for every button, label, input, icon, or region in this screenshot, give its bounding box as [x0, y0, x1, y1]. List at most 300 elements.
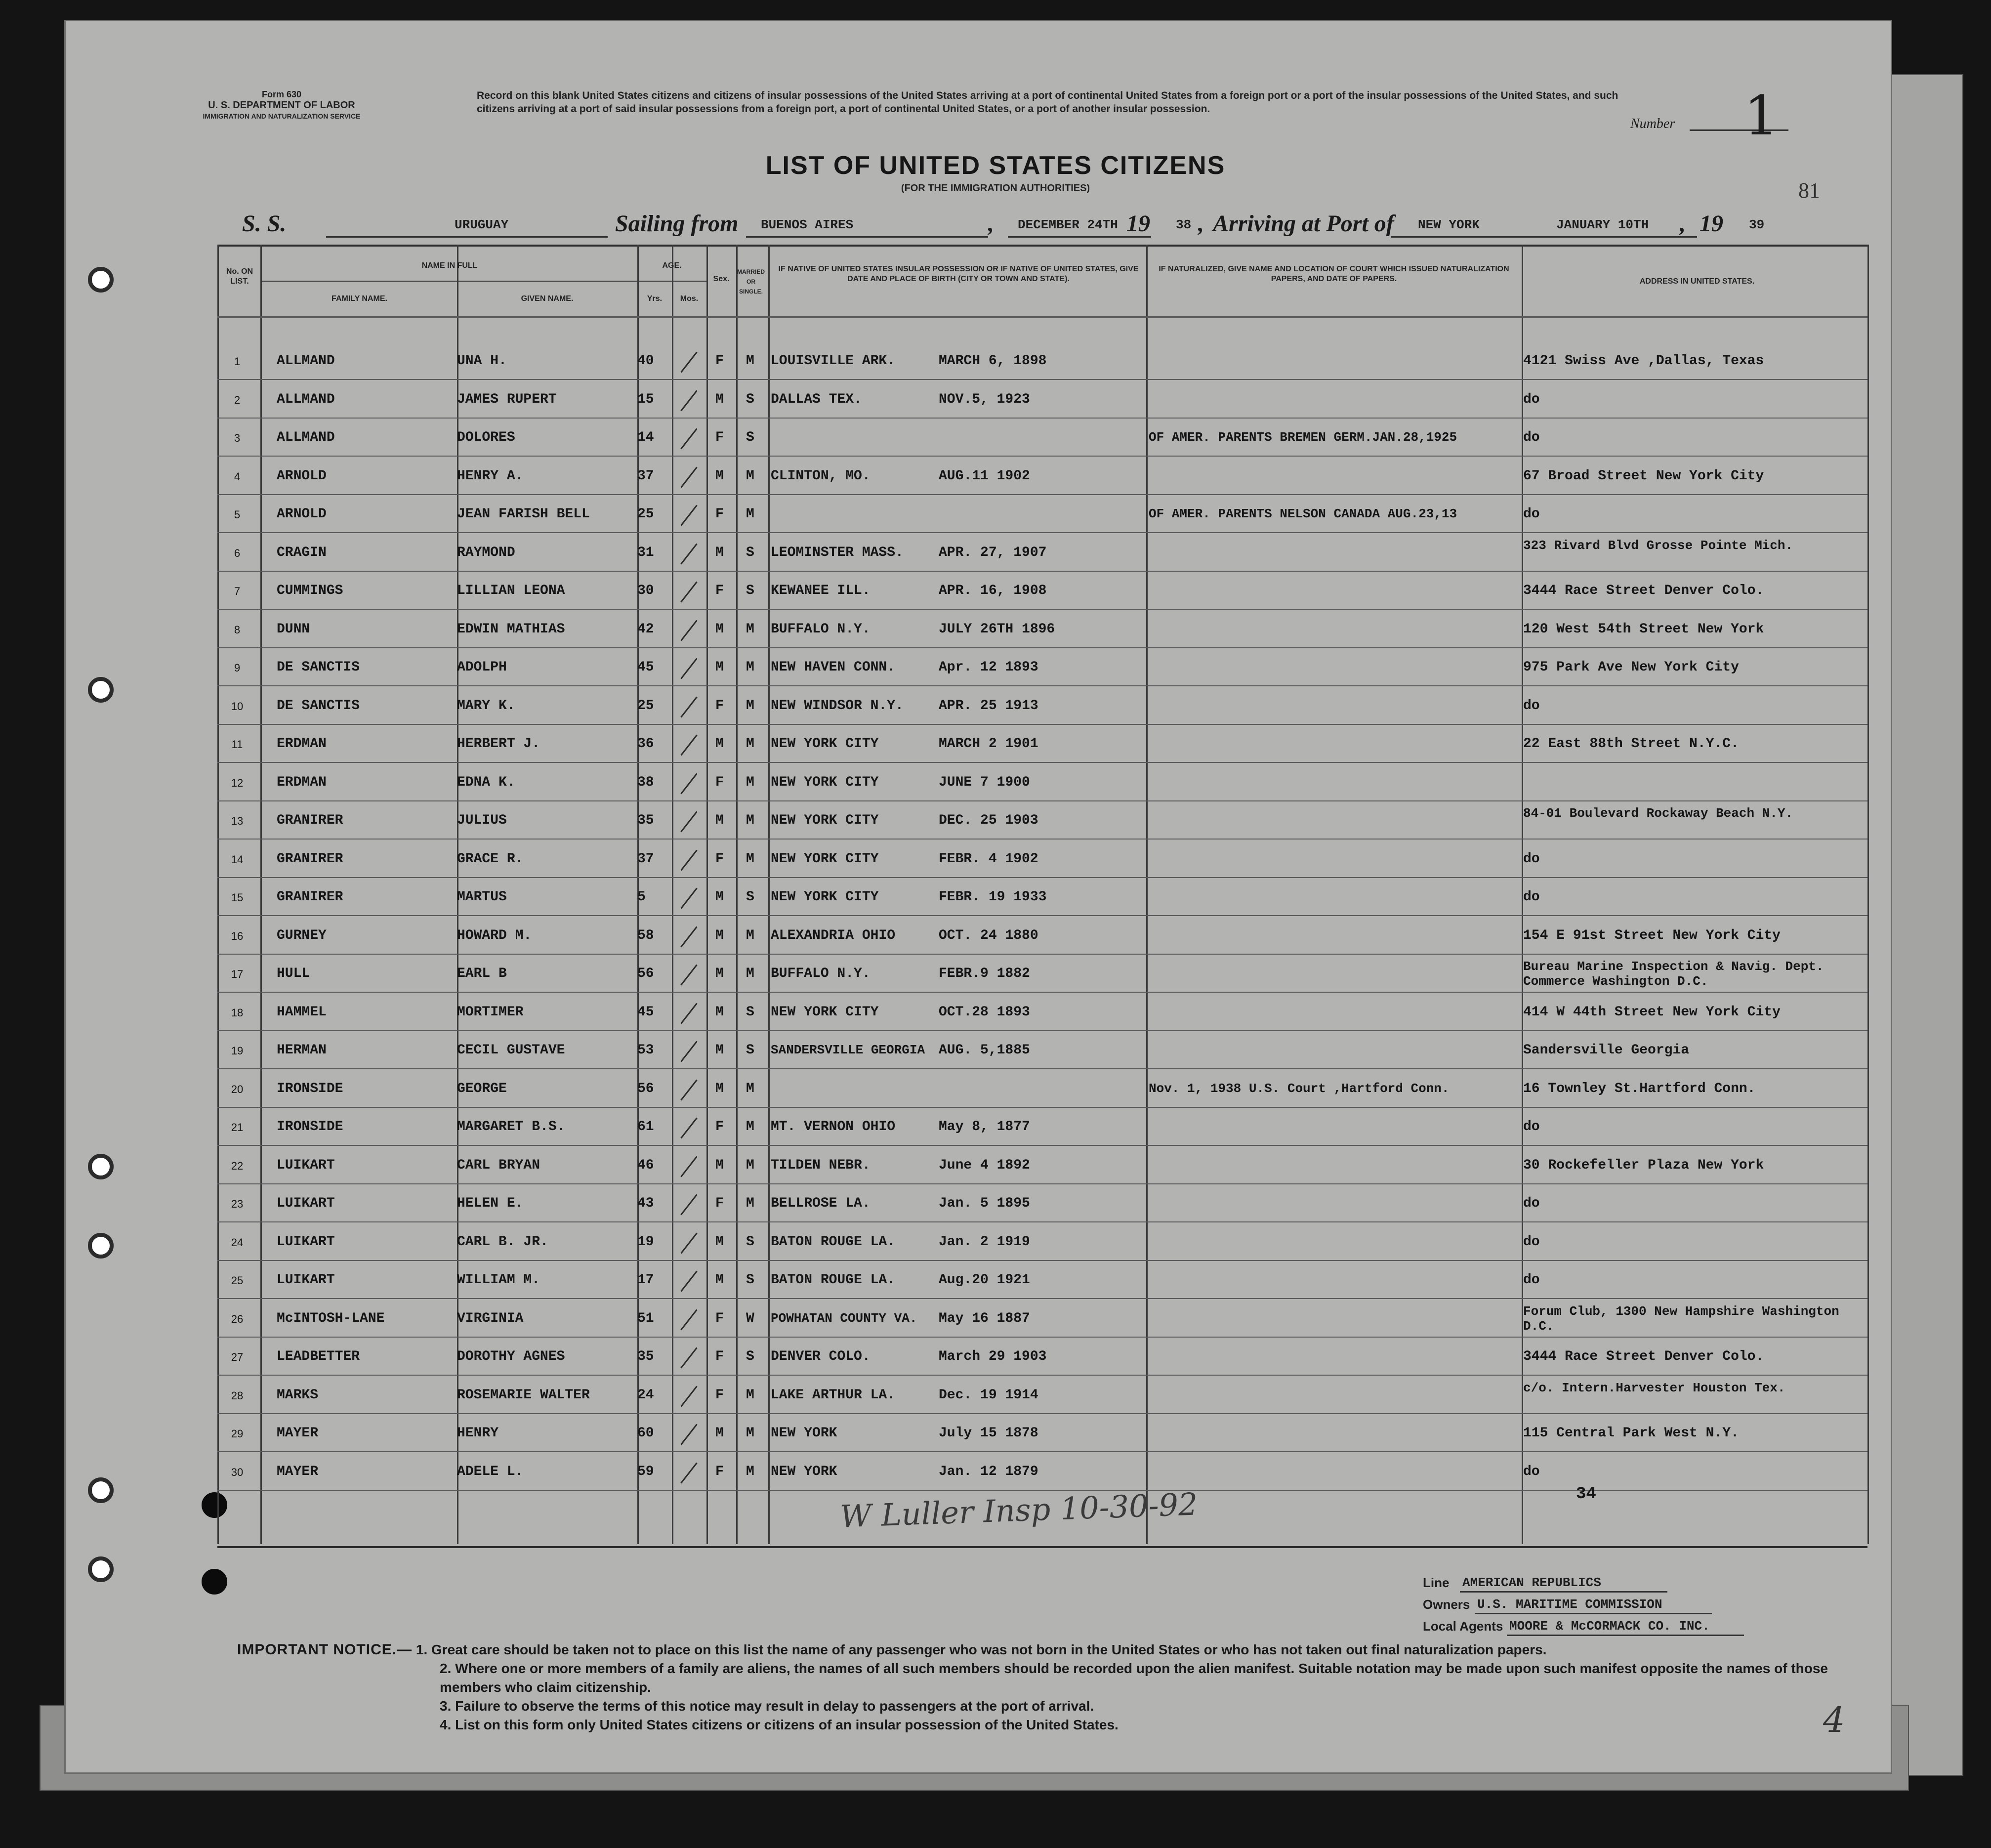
header-address: ADDRESS IN UNITED STATES. — [1639, 277, 1755, 286]
birth-date: Jan. 12 1879 — [939, 1464, 1038, 1479]
given-name: MARGARET B.S. — [457, 1119, 565, 1134]
given-name: VIRGINIA — [457, 1310, 524, 1326]
marital-status: M — [746, 966, 754, 981]
given-name: ADOLPH — [457, 660, 507, 675]
passenger-number: 30 — [231, 1466, 244, 1478]
sex: F — [715, 1349, 724, 1364]
comma-separator: , — [1680, 210, 1686, 237]
passenger-number: 24 — [231, 1236, 244, 1249]
us-address: 115 Central Park West N.Y. — [1523, 1426, 1739, 1441]
us-address: do — [1523, 1464, 1540, 1479]
passenger-number: 25 — [231, 1274, 244, 1287]
sex: F — [715, 698, 724, 714]
given-name: EARL B — [457, 966, 507, 981]
family-name: ERDMAN — [277, 736, 327, 752]
page-title: LIST OF UNITED STATES CITIZENS — [765, 151, 1226, 180]
birth-date: March 29 1903 — [939, 1349, 1047, 1364]
row-rule — [217, 609, 1867, 610]
row-rule — [217, 1298, 1867, 1299]
birth-place: NEW YORK — [771, 1426, 837, 1441]
age-years: 30 — [637, 583, 654, 598]
record-instructions: Record on this blank United States citizens and citizens of insular possessions of the United States arriving at a port of continental United States from a foreign port or a port of the insular possessions of the United States, and such citizens arriving at a port of said insular possessions from a foreign port, a port of continental United States, or a port of another insular possession. — [477, 90, 1618, 115]
row-rule — [217, 1451, 1867, 1452]
line-label: Line — [1423, 1575, 1450, 1590]
row-rule — [217, 532, 1867, 533]
sex: M — [715, 1272, 724, 1288]
header-married-single: MARRIED OR SINGLE. — [737, 268, 765, 295]
given-name: MARTUS — [457, 889, 507, 905]
marital-status: S — [746, 430, 754, 445]
sex: M — [715, 927, 724, 943]
marital-status: M — [746, 660, 754, 675]
sex: M — [715, 1234, 724, 1250]
column-divider — [217, 245, 219, 1544]
row-rule — [217, 839, 1867, 840]
agents-value: MOORE & McCORMACK CO. INC. — [1509, 1619, 1710, 1634]
line-underline — [1460, 1591, 1667, 1593]
birth-place: SANDERSVILLE GEORGIA — [771, 1043, 925, 1057]
row-rule — [217, 954, 1867, 955]
given-name: EDNA K. — [457, 774, 515, 790]
passenger-number: 5 — [234, 508, 241, 521]
departure-year: 38 — [1176, 217, 1192, 232]
birth-place: NEW HAVEN CONN. — [771, 660, 896, 675]
header-separator — [260, 281, 637, 282]
birth-date: May 8, 1877 — [939, 1119, 1030, 1134]
passenger-number: 3 — [234, 432, 241, 444]
header-months: Mos. — [680, 294, 699, 303]
given-name: GRACE R. — [457, 851, 524, 867]
birth-date: July 15 1878 — [939, 1426, 1038, 1441]
age-years: 53 — [637, 1043, 654, 1058]
list-number: 1 — [1744, 84, 1779, 147]
family-name: ALLMAND — [277, 430, 335, 445]
arrival-year: 39 — [1749, 217, 1765, 232]
notice-lead: IMPORTANT NOTICE.— — [237, 1641, 413, 1658]
form-identifier — [153, 89, 410, 122]
marital-status: M — [746, 1464, 754, 1479]
age-years: 38 — [637, 774, 654, 790]
binder-hole — [88, 1556, 114, 1582]
sex: M — [715, 1426, 724, 1441]
row-rule — [217, 1068, 1867, 1069]
passenger-number: 12 — [231, 776, 244, 789]
us-address: do — [1523, 506, 1540, 522]
passenger-number: 10 — [231, 700, 244, 713]
given-name: CECIL GUSTAVE — [457, 1043, 565, 1058]
binder-hole — [88, 1233, 114, 1259]
column-divider — [706, 245, 708, 1544]
family-name: ALLMAND — [277, 391, 335, 407]
sex: M — [715, 1004, 724, 1020]
given-name: ADELE L. — [457, 1464, 524, 1479]
birth-date: DEC. 25 1903 — [939, 813, 1038, 828]
age-years: 42 — [637, 621, 654, 637]
birth-date: APR. 27, 1907 — [939, 545, 1047, 560]
us-address: 120 West 54th Street New York — [1523, 621, 1764, 637]
header-sex: Sex. — [713, 275, 730, 283]
age-years: 43 — [637, 1196, 654, 1211]
given-name: ROSEMARIE WALTER — [457, 1387, 590, 1403]
row-rule — [217, 1183, 1867, 1184]
given-name: CARL B. JR. — [457, 1234, 548, 1250]
birth-place: ALEXANDRIA OHIO — [771, 927, 896, 943]
us-address: 154 E 91st Street New York City — [1523, 927, 1781, 943]
naturalization-info: OF AMER. PARENTS BREMEN GERM.JAN.28,1925 — [1149, 430, 1457, 445]
birth-date: Jan. 2 1919 — [939, 1234, 1030, 1250]
given-name: JULIUS — [457, 813, 507, 828]
row-rule — [217, 762, 1867, 763]
age-years: 17 — [637, 1272, 654, 1288]
family-name: GURNEY — [277, 927, 327, 943]
age-years: 56 — [637, 1081, 654, 1096]
column-divider — [672, 245, 673, 1544]
age-years: 45 — [637, 660, 654, 675]
family-name: LUIKART — [277, 1234, 335, 1250]
birth-date: Aug.20 1921 — [939, 1272, 1030, 1288]
row-rule — [217, 571, 1867, 572]
corner-mark: 4 — [1823, 1700, 1845, 1740]
age-years: 35 — [637, 1349, 654, 1364]
marital-status: M — [746, 927, 754, 943]
birth-place: LOUISVILLE ARK. — [771, 353, 896, 369]
family-name: HAMMEL — [277, 1004, 327, 1020]
notice-line-2: 2. Where one or more members of a family are aliens, the names of all such members should be recorded upon the alien manifest. Suitable notation may be made upon such manifest opposite the names of those members who claim citizenship. — [440, 1661, 1828, 1695]
sex: M — [715, 736, 724, 752]
line-value: AMERICAN REPUBLICS — [1462, 1575, 1601, 1590]
birth-date: Dec. 19 1914 — [939, 1387, 1038, 1403]
age-years: 25 — [637, 506, 654, 522]
age-years: 59 — [637, 1464, 654, 1479]
age-years: 56 — [637, 966, 654, 981]
sex: F — [715, 1119, 724, 1134]
agents-label: Local Agents — [1423, 1619, 1503, 1634]
count-note: 34 — [1576, 1485, 1596, 1504]
birth-date: NOV.5, 1923 — [939, 391, 1030, 407]
naturalization-info: OF AMER. PARENTS NELSON CANADA AUG.23,13 — [1149, 506, 1457, 521]
us-address: 16 Townley St.Hartford Conn. — [1523, 1081, 1756, 1096]
age-years: 37 — [637, 851, 654, 867]
us-address: 323 Rivard Blvd Grosse Pointe Mich. — [1523, 538, 1793, 553]
age-years: 58 — [637, 927, 654, 943]
birth-date: FEBR.9 1882 — [939, 966, 1030, 981]
given-name: JAMES RUPERT — [457, 391, 557, 407]
us-address: Sandersville Georgia — [1523, 1043, 1690, 1058]
given-name: GEORGE — [457, 1081, 507, 1096]
passenger-number: 4 — [234, 470, 241, 483]
birth-place: NEW YORK CITY — [771, 1004, 879, 1020]
marital-status: S — [746, 1043, 754, 1058]
number-label: Number — [1630, 116, 1675, 131]
passenger-number: 22 — [231, 1159, 244, 1172]
passenger-number: 26 — [231, 1312, 244, 1325]
row-rule — [217, 379, 1867, 380]
sex: M — [715, 1081, 724, 1096]
given-name: RAYMOND — [457, 545, 515, 560]
family-name: HERMAN — [277, 1043, 327, 1058]
given-name: DOROTHY AGNES — [457, 1349, 565, 1364]
owners-value: U.S. MARITIME COMMISSION — [1477, 1597, 1662, 1612]
sex: F — [715, 430, 724, 445]
us-address: do — [1523, 698, 1540, 714]
row-rule — [217, 724, 1867, 725]
birth-place: DENVER COLO. — [771, 1349, 871, 1364]
sex: M — [715, 468, 724, 484]
family-name: LEADBETTER — [277, 1349, 360, 1364]
marital-status: S — [746, 1272, 754, 1288]
birth-date: JUNE 7 1900 — [939, 774, 1030, 790]
notice-item-1: 1. Great care should be taken not to place on this list the name of any passenger who was not born in the United States or who has not taken out final naturalization papers. — [415, 1642, 1547, 1657]
arrival-underline — [1391, 236, 1697, 238]
family-name: ERDMAN — [277, 774, 327, 790]
departure-port: BUENOS AIRES — [761, 217, 854, 232]
birth-date: FEBR. 4 1902 — [939, 851, 1038, 867]
marital-status: S — [746, 1004, 754, 1020]
sex: F — [715, 583, 724, 598]
passenger-number: 18 — [231, 1006, 244, 1019]
family-name: MARKS — [277, 1387, 319, 1403]
column-divider — [736, 245, 738, 1544]
departure-year-prefix: 19 — [1126, 210, 1150, 237]
birth-date: OCT.28 1893 — [939, 1004, 1030, 1020]
passenger-number: 14 — [231, 853, 244, 866]
marital-status: M — [746, 1081, 754, 1096]
passenger-number: 16 — [231, 929, 244, 942]
birth-date: JULY 26TH 1896 — [939, 621, 1055, 637]
birth-place: TILDEN NEBR. — [771, 1157, 871, 1173]
marital-status: M — [746, 1387, 754, 1403]
given-name: HOWARD M. — [457, 927, 532, 943]
row-rule — [217, 1337, 1867, 1338]
notice-line-4: 4. List on this form only United States citizens or citizens of an insular possession of the United States. — [440, 1717, 1119, 1732]
us-address: c/o. Intern.Harvester Houston Tex. — [1523, 1380, 1785, 1395]
birth-place: NEW YORK CITY — [771, 851, 879, 867]
given-name: MORTIMER — [457, 1004, 524, 1020]
us-address: 975 Park Ave New York City — [1523, 660, 1739, 675]
birth-place: BUFFALO N.Y. — [771, 966, 871, 981]
sex: M — [715, 1157, 724, 1173]
column-divider — [768, 245, 770, 1544]
form-number: Form 630 — [261, 89, 302, 99]
sex: F — [715, 1464, 724, 1479]
age-years: 15 — [637, 391, 654, 407]
column-divider — [1867, 245, 1869, 1544]
marital-status: M — [746, 698, 754, 714]
us-address: do — [1523, 889, 1540, 905]
row-rule — [217, 915, 1867, 916]
marital-status: M — [746, 1157, 754, 1173]
sex: M — [715, 1043, 724, 1058]
sex: M — [715, 391, 724, 407]
row-rule — [217, 1260, 1867, 1261]
ship-name: URUGUAY — [455, 217, 509, 232]
header-naturalized: IF NATURALIZED, GIVE NAME AND LOCATION OF COURT WHICH ISSUED NATURALIZATION PAPERS, AND DATE OF PAPERS. — [1159, 265, 1509, 283]
family-name: IRONSIDE — [277, 1081, 343, 1096]
binder-hole — [88, 267, 114, 293]
family-name: LUIKART — [277, 1272, 335, 1288]
port-underline — [746, 236, 988, 238]
row-rule — [217, 418, 1867, 419]
given-name: CARL BRYAN — [457, 1157, 540, 1173]
agents-underline — [1507, 1635, 1744, 1636]
us-address: do — [1523, 1196, 1540, 1211]
family-name: MAYER — [277, 1464, 319, 1479]
important-notice — [237, 1640, 1867, 1734]
marital-status: M — [746, 506, 754, 522]
marital-status: M — [746, 468, 754, 484]
given-name: HENRY — [457, 1426, 499, 1441]
us-address: do — [1523, 1119, 1540, 1134]
page-subtitle: (FOR THE IMMIGRATION AUTHORITIES) — [901, 183, 1090, 194]
service-name: IMMIGRATION AND NATURALIZATION SERVICE — [203, 112, 361, 120]
header-bottom-rule — [217, 316, 1867, 318]
column-divider — [1146, 245, 1148, 1544]
passenger-number: 20 — [231, 1083, 244, 1095]
arrival-port: NEW YORK — [1418, 217, 1480, 232]
sex: M — [715, 621, 724, 637]
ship-underline — [326, 236, 608, 238]
birth-place: POWHATAN COUNTY VA. — [771, 1310, 917, 1326]
us-address: 3444 Race Street Denver Colo. — [1523, 1349, 1764, 1364]
marital-status: M — [746, 353, 754, 369]
sex: F — [715, 1387, 724, 1403]
age-years: 5 — [637, 889, 646, 905]
passenger-number: 27 — [231, 1351, 244, 1363]
us-address: do — [1523, 1272, 1540, 1288]
given-name: JEAN FARISH BELL — [457, 506, 590, 522]
marital-status: M — [746, 1119, 754, 1134]
marital-status: S — [746, 545, 754, 560]
row-rule — [217, 1030, 1867, 1031]
header-birth: IF NATIVE OF UNITED STATES INSULAR POSSESSION OR IF NATIVE OF UNITED STATES, GIVE DATE AND PLACE OF BIRTH (CITY OR TOWN AND STATE). — [778, 265, 1139, 283]
family-name: IRONSIDE — [277, 1119, 343, 1134]
marital-status: S — [746, 889, 754, 905]
given-name: HERBERT J. — [457, 736, 540, 752]
age-years: 40 — [637, 353, 654, 369]
given-name: MARY K. — [457, 698, 515, 714]
age-years: 37 — [637, 468, 654, 484]
header-name-in-full: NAME IN FULL — [421, 261, 478, 270]
family-name: LUIKART — [277, 1196, 335, 1211]
us-address: 4121 Swiss Ave ,Dallas, Texas — [1523, 353, 1764, 369]
us-address: do — [1523, 1234, 1540, 1250]
family-name: DE SANCTIS — [277, 660, 360, 675]
age-years: 61 — [637, 1119, 654, 1134]
row-rule — [217, 1375, 1867, 1376]
birth-date: AUG.11 1902 — [939, 468, 1030, 484]
owners-underline — [1475, 1613, 1712, 1614]
passenger-number: 28 — [231, 1389, 244, 1402]
age-years: 36 — [637, 736, 654, 752]
birth-date: MARCH 2 1901 — [939, 736, 1038, 752]
family-name: GRANIRER — [277, 889, 343, 905]
passenger-number: 2 — [234, 393, 241, 406]
given-name: HELEN E. — [457, 1196, 524, 1211]
row-rule — [217, 1221, 1867, 1222]
birth-date: FEBR. 19 1933 — [939, 889, 1047, 905]
birth-place: BELLROSE LA. — [771, 1196, 871, 1211]
marital-status: M — [746, 1196, 754, 1211]
family-name: DUNN — [277, 621, 310, 637]
row-rule — [217, 494, 1867, 495]
passenger-number: 6 — [234, 546, 241, 559]
arrival-date: JANUARY 10TH — [1556, 217, 1649, 232]
sex: M — [715, 813, 724, 828]
row-rule — [217, 1490, 1867, 1491]
notice-line-3: 3. Failure to observe the terms of this notice may result in delay to passengers at the port of arrival. — [440, 1698, 1094, 1714]
given-name: UNA H. — [457, 353, 507, 369]
ss-label: S. S. — [242, 210, 287, 237]
row-rule — [217, 1413, 1867, 1414]
age-years: 24 — [637, 1387, 654, 1403]
binder-hole — [88, 1154, 114, 1179]
family-name: ARNOLD — [277, 506, 327, 522]
passenger-number: 23 — [231, 1198, 244, 1210]
family-name: GRANIRER — [277, 851, 343, 867]
family-name: McINTOSH-LANE — [277, 1310, 385, 1326]
passenger-number: 8 — [234, 623, 241, 636]
marital-status: M — [746, 851, 754, 867]
given-name: WILLIAM M. — [457, 1272, 540, 1288]
marital-status: M — [746, 1426, 754, 1441]
us-address: Forum Club, 1300 New Hampshire Washington D.C. — [1523, 1303, 1839, 1334]
birth-place: NEW YORK CITY — [771, 889, 879, 905]
age-years: 31 — [637, 545, 654, 560]
header-given-name: GIVEN NAME. — [521, 294, 574, 303]
us-address: 30 Rockefeller Plaza New York — [1523, 1157, 1764, 1173]
birth-place: NEW YORK — [771, 1464, 837, 1479]
us-address: 3444 Race Street Denver Colo. — [1523, 583, 1764, 598]
family-name: CUMMINGS — [277, 583, 343, 598]
us-address: 67 Broad Street New York City — [1523, 468, 1764, 484]
passenger-number: 9 — [234, 662, 241, 674]
birth-place: NEW YORK CITY — [771, 774, 879, 790]
sex: F — [715, 851, 724, 867]
birth-place: LAKE ARTHUR LA. — [771, 1387, 896, 1403]
sex: M — [715, 545, 724, 560]
us-address: do — [1523, 391, 1540, 407]
given-name: EDWIN MATHIAS — [457, 621, 565, 637]
binder-hole — [88, 677, 114, 703]
us-address: do — [1523, 851, 1540, 867]
row-rule — [217, 877, 1867, 878]
row-rule — [217, 647, 1867, 648]
passenger-number: 7 — [234, 585, 241, 597]
birth-place: DALLAS TEX. — [771, 391, 862, 407]
arrival-year-prefix: 19 — [1700, 210, 1723, 237]
age-years: 14 — [637, 430, 654, 445]
family-name: ARNOLD — [277, 468, 327, 484]
family-name: CRAGIN — [277, 545, 327, 560]
passenger-number: 29 — [231, 1428, 244, 1440]
row-rule — [217, 456, 1867, 457]
marital-status: W — [746, 1310, 754, 1326]
age-years: 46 — [637, 1157, 654, 1173]
family-name: DE SANCTIS — [277, 698, 360, 714]
birth-place: NEW YORK CITY — [771, 736, 879, 752]
us-address: 22 East 88th Street N.Y.C. — [1523, 736, 1739, 752]
row-rule — [217, 1145, 1867, 1146]
header-separator — [637, 281, 706, 282]
sex: F — [715, 353, 724, 369]
family-name: HULL — [277, 966, 310, 981]
passenger-number: 1 — [234, 355, 241, 368]
birth-place: NEW WINDSOR N.Y. — [771, 698, 904, 714]
sex: F — [715, 1310, 724, 1326]
arriving-label: Arriving at Port of — [1213, 210, 1394, 237]
sex: F — [715, 774, 724, 790]
given-name: HENRY A. — [457, 468, 524, 484]
